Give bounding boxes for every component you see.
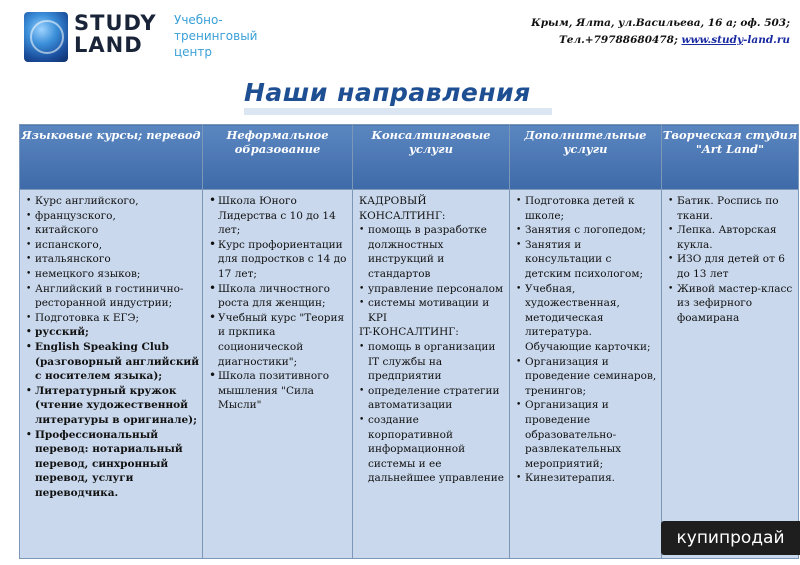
- logo-subtitle: Учебно-тренинговый центр: [174, 13, 258, 59]
- title-underline: [244, 108, 552, 115]
- heading-informal-education: Неформальное образование: [203, 125, 353, 190]
- list-item: • французского,: [26, 209, 199, 224]
- it-consulting-title: IT-КОНСАЛТИНГ:: [359, 326, 459, 339]
- additional-services-list: [516, 194, 658, 486]
- address-line: Крым, Ялта, ул.Васильева, 16 а; оф. 503;: [531, 17, 790, 29]
- heading-language-courses: Языковые курсы; перевод: [20, 125, 203, 190]
- it-consulting-list: [359, 340, 506, 486]
- list-item: • испанского,: [26, 238, 199, 253]
- hr-consulting-list: [359, 223, 506, 325]
- table-body-row: [20, 190, 799, 559]
- list-item: • Учебный курс "Теория и пркпика соционической диагностики";: [209, 311, 349, 369]
- list-item: • Занятия и консультации с детским психологом;: [516, 238, 658, 282]
- list-item: • Учебная, художественная, методическая литература. Обучающие карточки;: [516, 282, 658, 355]
- contacts-block: [490, 15, 790, 49]
- list-item: • системы мотивации и KPI: [359, 296, 506, 325]
- language-courses-list: [26, 194, 199, 500]
- list-item: • создание корпоративной информационной системы и ее дальнейшее управление: [359, 413, 506, 486]
- list-item: • English Speaking Club (разговорный английский с носителем языка);: [26, 340, 199, 384]
- list-item: • Организация и проведение семинаров, тренингов;: [516, 355, 658, 399]
- informal-education-cell: [203, 190, 353, 559]
- list-item: • Школа личностного роста для женщин;: [209, 282, 349, 311]
- consulting-cell: [353, 190, 510, 559]
- list-item: • Организация и проведение образовательно-развлекательных мероприятий;: [516, 398, 658, 471]
- page-title: Наши направления: [244, 78, 531, 107]
- list-item: • Курс профориентации для подростков с 14 до 17 лет;: [209, 238, 349, 282]
- list-item: • Лепка. Авторская кукла.: [668, 223, 795, 252]
- heading-consulting: Консалтинговые услуги: [353, 125, 510, 190]
- directions-table: [19, 124, 799, 559]
- informal-education-list: [209, 194, 349, 413]
- website-rest: -land.ru: [743, 34, 790, 46]
- logo-text: STUDY LAND: [74, 11, 157, 57]
- list-item: • Школа позитивного мышления "Сила Мысли": [209, 369, 349, 413]
- heading-additional-services: Дополнительные услуги: [510, 125, 662, 190]
- list-item: • Профессиональный перевод: нотариальный перевод, синхронный перевод, услуги переводчика.: [26, 428, 199, 501]
- watermark-badge: купипродай: [661, 521, 800, 555]
- phone-text: Тел.+79788680478;: [558, 34, 682, 46]
- list-item: • Занятия с логопедом;: [516, 223, 658, 238]
- list-item: • русский;: [26, 325, 199, 340]
- phone-line: [490, 32, 790, 49]
- website-link[interactable]: www.study: [681, 34, 744, 46]
- list-item: • Английский в гостинично-ресторанной индустрии;: [26, 282, 199, 311]
- heading-art-studio: Творческая студия "Art Land": [662, 125, 799, 190]
- list-item: • Подготовка к ЕГЭ;: [26, 311, 199, 326]
- list-item: • определение стратегии автоматизации: [359, 384, 506, 413]
- art-studio-list: [668, 194, 795, 325]
- page-header: [0, 0, 800, 80]
- list-item: • Школа Юного Лидерства с 10 до 14 лет;: [209, 194, 349, 238]
- list-item: • Курс английского,: [26, 194, 199, 209]
- list-item: • помощь в разработке должностных инструкций и стандартов: [359, 223, 506, 281]
- list-item: • Подготовка детей к школе;: [516, 194, 658, 223]
- art-studio-cell: [662, 190, 799, 559]
- list-item: • Батик. Роспись по ткани.: [668, 194, 795, 223]
- list-item: • Живой мастер-класс из зефирного фоамирана: [668, 282, 795, 326]
- list-item: • итальянского: [26, 252, 199, 267]
- hr-consulting-title: КАДРОВЫЙ КОНСАЛТИНГ:: [359, 195, 446, 222]
- list-item: • ИЗО для детей от 6 до 13 лет: [668, 252, 795, 281]
- table-header-row: [20, 125, 799, 190]
- list-item: • управление персоналом: [359, 282, 506, 297]
- list-item: • Литературный кружок (чтение художественной литературы в оригинале);: [26, 384, 199, 428]
- additional-services-cell: [510, 190, 662, 559]
- list-item: • китайского: [26, 223, 199, 238]
- list-item: • помощь в организации IT службы на предприятии: [359, 340, 506, 384]
- list-item: • Кинезитерапия.: [516, 471, 658, 486]
- list-item: • немецкого языков;: [26, 267, 199, 282]
- globe-logo-icon: [24, 12, 68, 62]
- language-courses-cell: [20, 190, 203, 559]
